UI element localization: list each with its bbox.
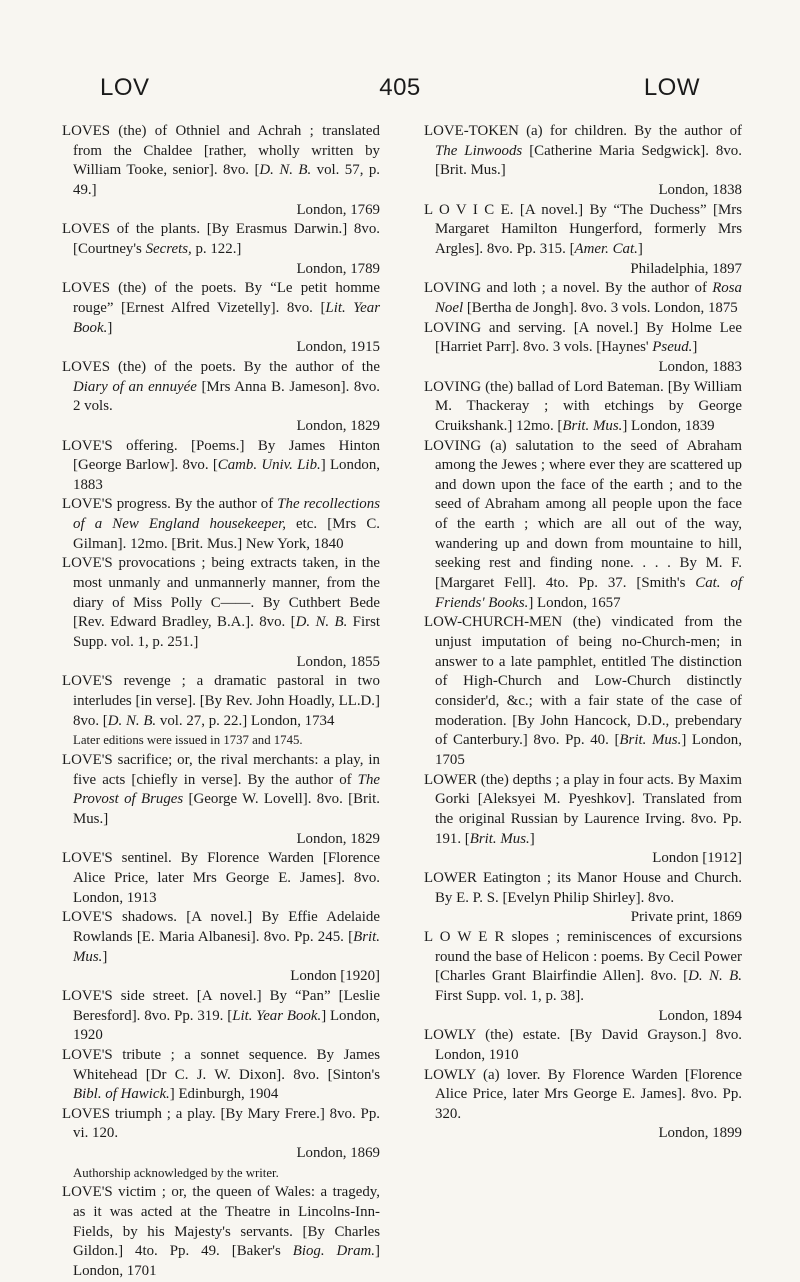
entry-text: LOW-CHURCH-MEN (the) vindicated from the unjust imputation of being no-Church-men; in answer to a late pamphlet, entitled The distinction of High-Church and Low-Church distinctly consider'd, &c.; with a fair state of the case of moderation. [By John Hancock, D.D., prebendary of Canterbury.] 8vo. Pp. 40. [ xyxy=(424,614,742,749)
entry-italic-title: Bibl. of Hawick. xyxy=(73,1086,170,1103)
page-number: 405 xyxy=(379,74,421,101)
catalogue-entry xyxy=(424,771,742,869)
catalogue-entry xyxy=(62,908,380,987)
right-column xyxy=(424,122,742,1144)
catalogue-entry xyxy=(424,122,742,201)
catalogue-entry xyxy=(62,672,380,751)
entry-text: LOVING (the) ballad of Lord Bateman. [By William M. Thackeray ; with etchings by George Cruikshank.] 12mo. [ xyxy=(424,378,742,434)
entry-imprint: London, 1789 xyxy=(296,260,380,277)
entry-text: LOVE'S progress. By the author of xyxy=(62,496,278,513)
entry-imprint: London, 1855 xyxy=(296,653,380,670)
catalogue-entry xyxy=(62,1105,380,1184)
entry-italic-title: Brit. Mus. xyxy=(73,928,380,965)
entry-italic-title: Pseud. xyxy=(652,339,693,356)
entry-text: LOVING and loth ; a novel. By the author of xyxy=(424,280,713,297)
entry-text-continued: First Supp. vol. 1, p. 38]. xyxy=(435,987,584,1004)
entry-imprint: London, 1869 xyxy=(296,1145,380,1162)
entry-italic-title: Biog. Dram. xyxy=(292,1243,376,1260)
entry-text: LOVES (the) of Othniel and Achrah ; translated from the Chaldee [rather, wholly written by William Tooke, senior]. 8vo. [ xyxy=(62,123,380,179)
entry-imprint: London, 1829 xyxy=(296,830,380,847)
entry-text: L O W E R slopes ; reminiscences of excursions round the base of Helicon : poems. By Cecil Power [Charles Grant Blairfindie Allen]. 8vo. [ xyxy=(424,928,742,985)
entry-italic-title: Lit. Year Book. xyxy=(232,1007,322,1024)
catalogue-entry xyxy=(424,279,742,318)
entry-text-continued: ] London, 1701 xyxy=(73,1243,380,1280)
entry-italic-title: Diary of an ennuyée xyxy=(73,378,197,395)
entry-text: LOWER Eatington ; its Manor House and Church. By E. P. S. [Evelyn Philip Shirley]. 8vo. xyxy=(424,869,742,906)
header-left-catchword: LOV xyxy=(100,74,150,101)
entry-imprint: London [1920] xyxy=(290,968,380,985)
entry-italic-title: Cat. of Friends' Books. xyxy=(435,575,742,611)
entry-italic-title: Secrets, xyxy=(145,240,192,257)
entry-text-continued: ] xyxy=(529,830,535,847)
entry-italic-title: Brit. Mus. xyxy=(469,830,530,847)
catalogue-entry xyxy=(424,869,742,928)
entry-italic-title: Camb. Univ. Lib. xyxy=(217,457,321,474)
catalogue-entry xyxy=(62,437,380,496)
entry-italic-title: Brit. Mus. xyxy=(562,417,623,434)
entry-text-continued: ] London, 1839 xyxy=(622,417,715,434)
entry-text-continued: vol. 27, p. 22.] London, 1734 xyxy=(156,712,335,729)
entry-text-continued: First Supp. vol. 1, p. 251.] xyxy=(73,614,380,651)
entry-italic-title: D. N. B. xyxy=(295,614,348,631)
entry-imprint: Private print, 1869 xyxy=(630,909,742,926)
entry-text-continued: ] London, 1705 xyxy=(435,732,742,768)
entry-imprint: London, 1769 xyxy=(296,201,380,218)
header-right-catchword: LOW xyxy=(643,74,700,101)
entry-text-continued: [Mrs Anna B. Jameson]. 8vo. 2 vols. xyxy=(73,378,380,415)
catalogue-entry xyxy=(62,220,380,279)
entry-text-continued: [George W. Lovell]. 8vo. [Brit. Mus.] xyxy=(73,791,380,827)
entry-text: LOVES (the) of the poets. By “Le petit homme rouge” [Ernest Alfred Vizetelly]. 8vo. [ xyxy=(62,280,380,316)
catalogue-entry xyxy=(62,279,380,358)
entry-text-continued: ] London, 1920 xyxy=(73,1007,381,1044)
entry-text: LOVE'S sentinel. By Florence Warden [Florence Alice Price, later Mrs George E. James]. 8vo. London, 1913 xyxy=(62,850,380,906)
catalogue-entry xyxy=(62,495,380,554)
entry-text: LOVE'S sacrifice; or, the rival merchants: a play, in five acts [chiefly in verse]. By the author of xyxy=(62,752,380,788)
catalogue-entry xyxy=(424,201,742,280)
running-header xyxy=(0,60,800,100)
left-column xyxy=(62,122,380,1282)
catalogue-entry xyxy=(62,358,380,437)
entry-italic-title: The Provost of Bruges xyxy=(73,771,380,808)
entry-italic-title: D. N. B. xyxy=(107,712,157,729)
entry-italic-title: Brit. Mus. xyxy=(619,732,682,749)
entry-text-continued: ] xyxy=(107,319,113,336)
entry-imprint: London, 1829 xyxy=(296,417,380,434)
entry-text-continued: ] xyxy=(692,339,698,356)
entry-italic-title: The recollections of a New England housekeeper, xyxy=(73,496,380,533)
entry-text: LOVING (a) salutation to the seed of Abraham among the Jewes ; where ever they are scattered up and down upon the face of the earth ; and to the seed of Abraham among all people upon the face of the earth ; which are all out of the way, wandering up and down from mountaine to hill, seeking rest and finding none. . . . By M. F. [Margaret Fell]. 4to. Pp. 37. [Smith's xyxy=(424,437,742,592)
catalogue-entry xyxy=(62,1183,380,1281)
entry-text-continued: ] London, 1657 xyxy=(528,594,621,611)
catalogue-entry xyxy=(424,928,742,1026)
entry-text: LOVE'S revenge ; a dramatic pastoral in two interludes [in verse]. [By Rev. John Hoadly, LL.D.] 8vo. [ xyxy=(62,673,380,729)
catalogue-entry xyxy=(424,1066,742,1145)
entry-text-continued: ] Edinburgh, 1904 xyxy=(169,1086,279,1103)
entry-text-continued: ] xyxy=(637,240,643,257)
entry-imprint: London, 1883 xyxy=(658,358,742,375)
entry-italic-title: D. N. B. xyxy=(259,162,312,179)
catalogue-entry xyxy=(62,987,380,1046)
entry-text: LOVES of the plants. [By Erasmus Darwin.] 8vo. [Courtney's xyxy=(62,221,380,257)
entry-text: LOWLY (a) lover. By Florence Warden [Florence Alice Price, later Mrs George E. James]. 8vo. Pp. 320. xyxy=(424,1066,742,1122)
catalogue-entry xyxy=(62,122,380,220)
entry-italic-title: Amer. Cat. xyxy=(574,240,638,257)
entry-text: LOVE-TOKEN (a) for children. By the author of xyxy=(424,123,742,139)
entry-italic-title: The Linwoods xyxy=(435,142,523,159)
entry-imprint: London [1912] xyxy=(652,850,742,867)
entry-text: LOVE'S shadows. [A novel.] By Effie Adelaide Rowlands [E. Maria Albanesi]. 8vo. Pp. 245. [ xyxy=(62,909,380,945)
entry-text: LOWLY (the) estate. [By David Grayson.] 8vo. London, 1910 xyxy=(424,1027,742,1063)
entry-text-continued: p. 122.] xyxy=(191,240,242,257)
entry-imprint: London, 1838 xyxy=(658,181,742,198)
catalogue-entry xyxy=(62,849,380,908)
entry-text: LOVES (the) of the poets. By the author of the xyxy=(62,358,380,375)
entry-text: LOVE'S offering. [Poems.] By James Hinton [George Barlow]. 8vo. [ xyxy=(62,437,380,474)
entry-text: LOVE'S victim ; or, the queen of Wales: a tragedy, as it was acted at the Theatre in Lincolns-Inn-Fields, by his Majesty's servants. [By Charles Gildon.] 4to. Pp. 49. [Baker's xyxy=(62,1184,380,1260)
catalogue-entry xyxy=(424,613,742,770)
entry-italic-title: Lit. Year Book. xyxy=(73,299,380,336)
entry-text: LOVE'S provocations ; being extracts taken, in the most unmanly and unmannerly manner, from the diary of Miss Polly C——. By Cuthbert Bede [Rev. Edward Bradley, B.A.]. 8vo. [ xyxy=(62,555,380,631)
entry-text-continued: etc. [Mrs C. Gilman]. 12mo. [Brit. Mus.] New York, 1840 xyxy=(73,516,380,552)
catalogue-entry xyxy=(424,378,742,437)
entry-text: L O V I C E. [A novel.] By “The Duchess” [Mrs Margaret Hamilton Hungerford, formerly Mrs Argles]. 8vo. Pp. 315. [ xyxy=(424,201,742,257)
entry-text-continued: ] xyxy=(102,948,108,965)
entry-text-continued: ] London, 1883 xyxy=(73,457,380,493)
entry-imprint: London, 1915 xyxy=(296,339,380,356)
entry-note: Authorship acknowledged by the writer. xyxy=(73,1165,279,1180)
entry-text-continued: [Catherine Maria Sedgwick]. 8vo. [Brit. Mus.] xyxy=(435,142,742,179)
catalogue-entry xyxy=(62,554,380,672)
entry-imprint: London, 1899 xyxy=(658,1125,742,1142)
entry-imprint: London, 1894 xyxy=(658,1007,742,1024)
entry-note: Later editions were issued in 1737 and 1745. xyxy=(73,733,303,748)
entry-text: LOVE'S tribute ; a sonnet sequence. By James Whitehead [Dr C. J. W. Dixon]. 8vo. [Sinton's xyxy=(62,1046,380,1083)
entry-italic-title: Rosa Noel xyxy=(435,280,742,316)
entry-text: LOWER (the) depths ; a play in four acts. By Maxim Gorki [Aleksyei M. Pyeshkov]. Translated from the original Russian by Laurence Irving. 8vo. Pp. 191. [ xyxy=(424,771,742,847)
entry-italic-title: D. N. B. xyxy=(688,968,742,985)
entry-text-continued: vol. 57, p. 49.] xyxy=(73,162,381,198)
entry-text: LOVE'S side street. [A novel.] By “Pan” [Leslie Beresford]. 8vo. Pp. 319. [ xyxy=(62,987,380,1024)
entry-text-continued: [Bertha de Jongh]. 8vo. 3 vols. London, 1875 xyxy=(463,299,738,316)
entry-imprint: Philadelphia, 1897 xyxy=(630,260,742,277)
catalogue-entry xyxy=(424,1026,742,1065)
catalogue-entry xyxy=(424,319,742,378)
catalogue-entry xyxy=(62,1046,380,1105)
catalogue-entry xyxy=(424,437,742,614)
entry-text: LOVES triumph ; a play. [By Mary Frere.] 8vo. Pp. vi. 120. xyxy=(62,1105,380,1142)
entry-text: LOVING and serving. [A novel.] By Holme Lee [Harriet Parr]. 8vo. 3 vols. [Haynes' xyxy=(424,319,742,356)
catalogue-entry xyxy=(62,751,380,849)
